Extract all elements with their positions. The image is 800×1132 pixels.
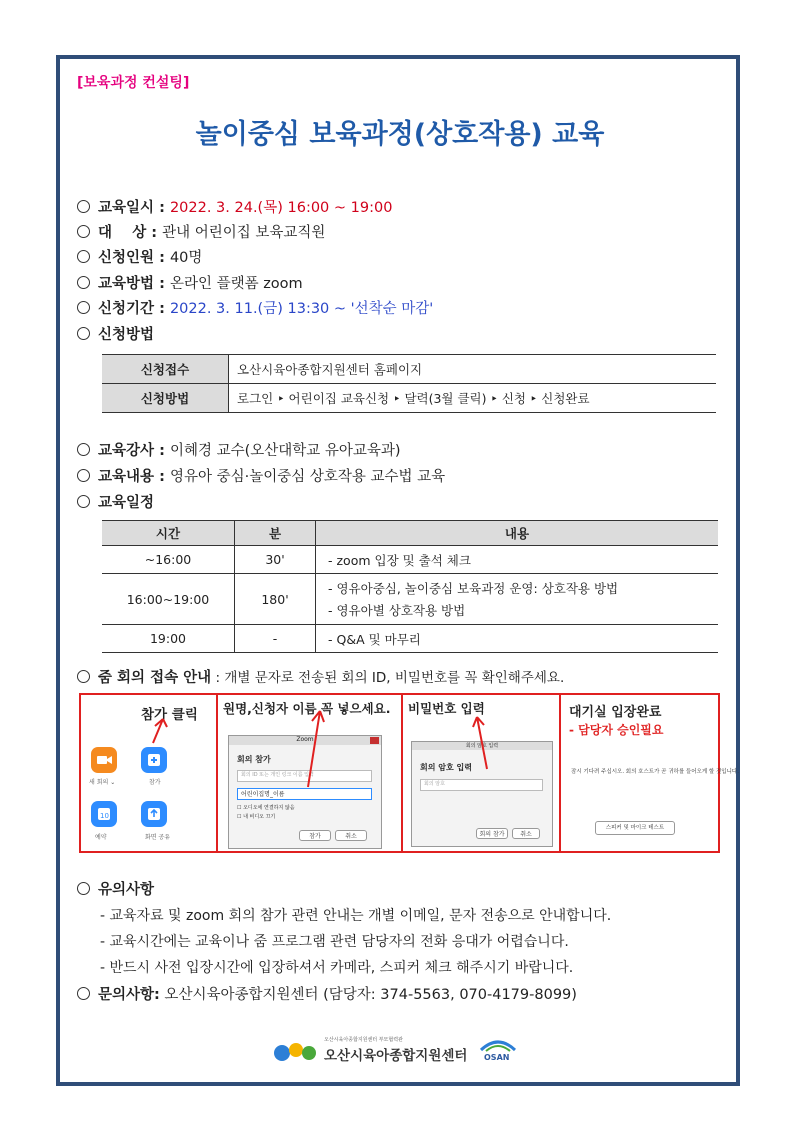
circle-bullet-icon bbox=[77, 469, 90, 482]
join-dialog: Zoom 회의 참가 회의 ID 또는 개인 링크 이름 입력 어린이집명_이름 ☐ 오디오에 연결하지 않음 ☐ 내 비디오 끄기 참가 취소 bbox=[228, 735, 382, 849]
cancel-button[interactable]: 취소 bbox=[335, 830, 367, 841]
join-icon bbox=[141, 747, 167, 773]
panel-join-click: 참가 클릭 새 회의 ⌄ 참가 10 예약 화면 공유 bbox=[81, 695, 218, 851]
arrow-icon bbox=[298, 709, 328, 789]
meeting-id-input[interactable]: 회의 ID 또는 개인 링크 이름 입력 bbox=[237, 770, 372, 782]
panel-password: 비밀번호 입력 회의 암호 입력 회의 암호 입력 회의 암호 회의 참가 취소 bbox=[403, 695, 561, 851]
join-button[interactable]: 참가 bbox=[299, 830, 331, 841]
osan-city-logo-icon bbox=[478, 1036, 518, 1054]
note-item: - 교육시간에는 교육이나 줌 프로그램 관련 담당자의 전화 응대가 어렵습니다. bbox=[100, 934, 569, 950]
speaker-mic-test-button[interactable]: 스피커 및 마이크 테스트 bbox=[595, 821, 675, 835]
password-dialog: 회의 암호 입력 회의 암호 입력 회의 암호 회의 참가 취소 bbox=[411, 741, 553, 847]
logo-icon bbox=[272, 1038, 320, 1064]
info-row-target: 대 상 : 관내 어린이집 보육교직원 bbox=[77, 221, 325, 242]
schedule-icon bbox=[91, 801, 117, 827]
apply-table bbox=[102, 354, 716, 413]
contact-row: 문의사항: 오산시육아종합지원센터 (담당자: 374-5563, 070-4179-8099) bbox=[77, 983, 577, 1004]
circle-bullet-icon bbox=[77, 225, 90, 238]
svg-text:10: 10 bbox=[100, 812, 109, 820]
cancel-button[interactable]: 취소 bbox=[512, 828, 540, 839]
info-row-instructor: 교육강사 : 이혜경 교수(오산대학교 유아교육과) bbox=[77, 439, 401, 460]
circle-bullet-icon bbox=[77, 327, 90, 340]
circle-bullet-icon bbox=[77, 882, 90, 895]
circle-bullet-icon bbox=[77, 200, 90, 213]
panel-waiting-room: 대기실 입장완료 - 담당자 승인필요 잠시 기다려 주십시오. 회의 호스트가 곧 귀하를 들어오게 할 것입니다. 스피커 및 마이크 테스트 bbox=[561, 695, 718, 851]
info-row-date: 교육일시 : 2022. 3. 24.(목) 16:00 ~ 19:00 bbox=[77, 196, 392, 217]
name-input[interactable]: 어린이집명_이름 bbox=[237, 788, 372, 800]
info-row-count: 신청인원 : 40명 bbox=[77, 246, 202, 267]
center-logo: 오산시육아종합지원센터 부모협력관 오산시육아종합지원센터 OSAN bbox=[272, 1036, 532, 1066]
arrow-icon bbox=[467, 715, 497, 771]
arrow-icon bbox=[143, 717, 173, 745]
table-row: 신청방법 로그인 ‣ 어린이집 교육신청 ‣ 달력(3월 클릭) ‣ 신청 ‣ 신청완료 bbox=[102, 384, 716, 413]
info-row-period: 신청기간 : 2022. 3. 11.(금) 13:30 ~ '선착순 마감' bbox=[77, 297, 433, 318]
circle-bullet-icon bbox=[77, 670, 90, 683]
circle-bullet-icon bbox=[77, 301, 90, 314]
close-icon[interactable] bbox=[370, 737, 379, 744]
panel-enter-name: 원명,신청자 이름 꼭 넣으세요. Zoom 회의 참가 회의 ID 또는 개인 링크 이름 입력 어린이집명_이름 ☐ 오디오에 연결하지 않음 ☐ 내 비디오 끄기 참가 취소 bbox=[218, 695, 403, 851]
table-row: 16:00~19:00 180' - 영유아중심, 놀이중심 보육과정 운영: 상호작용 방법 - 영유아별 상호작용 방법 bbox=[102, 574, 718, 625]
table-row: 19:00 - - Q&A 및 마무리 bbox=[102, 625, 718, 653]
new-meeting-icon bbox=[91, 747, 117, 773]
audio-checkbox[interactable]: ☐ 오디오에 연결하지 않음 bbox=[237, 805, 295, 811]
circle-bullet-icon bbox=[77, 276, 90, 289]
share-screen-icon bbox=[141, 801, 167, 827]
circle-bullet-icon bbox=[77, 443, 90, 456]
info-row-method: 교육방법 : 온라인 플랫폼 zoom bbox=[77, 272, 303, 293]
circle-bullet-icon bbox=[77, 250, 90, 263]
circle-bullet-icon bbox=[77, 987, 90, 1000]
note-item: - 반드시 사전 입장시간에 입장하셔서 카메라, 스피커 체크 해주시기 바랍니다. bbox=[100, 960, 574, 976]
video-checkbox[interactable]: ☐ 내 비디오 끄기 bbox=[237, 814, 276, 820]
zoom-notice: 줌 회의 접속 안내 : 개별 문자로 전송된 회의 ID, 비밀번호를 꼭 확인해주세요. bbox=[77, 666, 564, 687]
notes-heading: 유의사항 bbox=[77, 878, 154, 899]
info-row-schedule: 교육일정 bbox=[77, 491, 154, 512]
join-meeting-button[interactable]: 회의 참가 bbox=[476, 828, 508, 839]
info-row-apply-method: 신청방법 bbox=[77, 323, 154, 344]
table-header-row: 시간 분 내용 bbox=[102, 521, 718, 546]
zoom-screenshots bbox=[79, 693, 739, 853]
info-row-content: 교육내용 : 영유아 중심·놀이중심 상호작용 교수법 교육 bbox=[77, 465, 445, 486]
table-row: ~16:00 30' - zoom 입장 및 출석 체크 bbox=[102, 546, 718, 574]
page-title: 놀이중심 보육과정(상호작용) 교육 bbox=[195, 119, 605, 150]
password-input[interactable]: 회의 암호 bbox=[420, 779, 543, 791]
circle-bullet-icon bbox=[77, 495, 90, 508]
note-item: - 교육자료 및 zoom 회의 참가 관련 안내는 개별 이메일, 문자 전송으로 안내합니다. bbox=[100, 908, 612, 924]
table-row: 신청접수 오산시육아종합지원센터 홈페이지 bbox=[102, 355, 716, 384]
category-tag: [보육과정 컨설팅] bbox=[77, 75, 190, 91]
schedule-table bbox=[102, 520, 718, 653]
